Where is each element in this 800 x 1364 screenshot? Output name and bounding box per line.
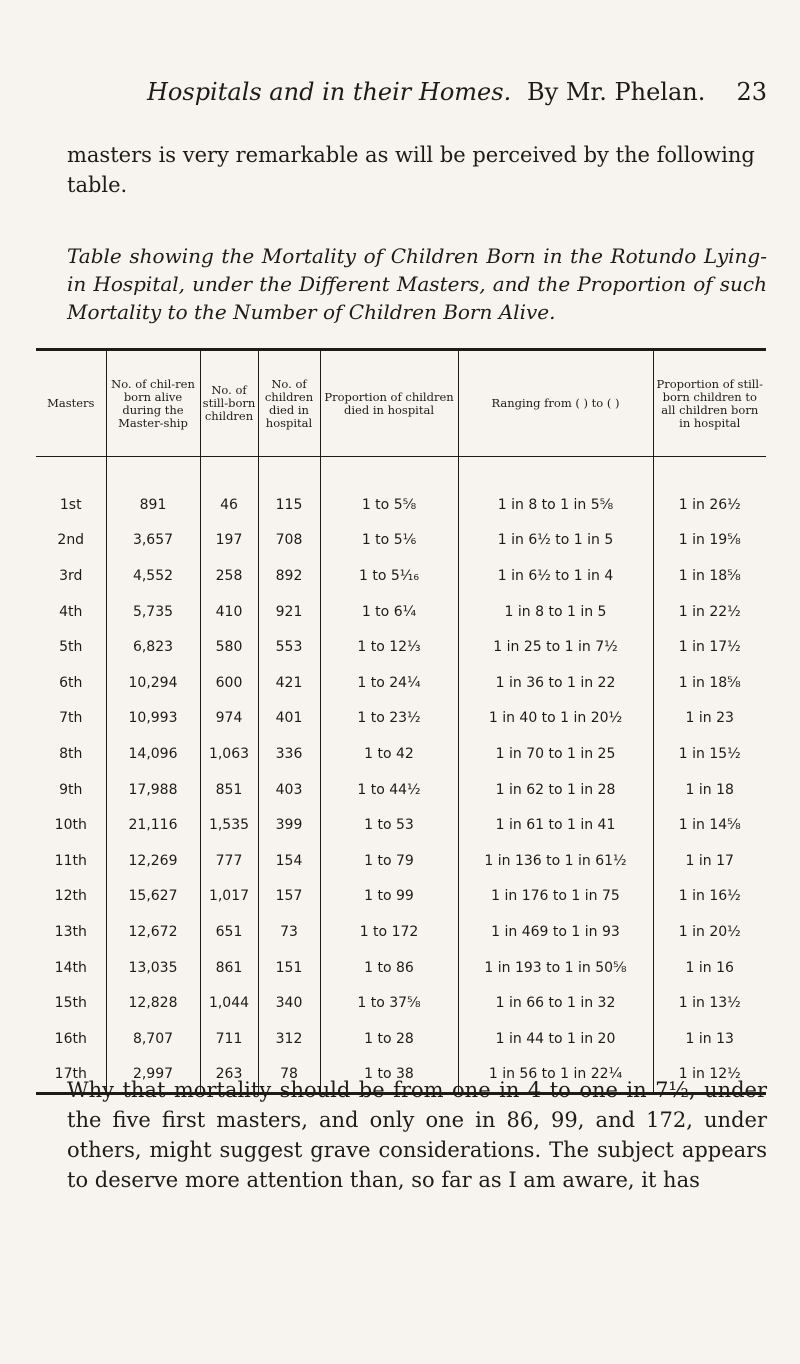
table-row <box>36 950 766 986</box>
master-cell: 11th <box>54 852 87 869</box>
table-row <box>36 558 766 594</box>
born-alive-cell: 14,096 <box>106 736 200 772</box>
proportion-cell: 1 to 5¹⁄₁₆ <box>320 558 458 594</box>
died-cell: 312 <box>258 1021 320 1057</box>
range-cell: 1 in 61 to 1 in 41 <box>458 807 653 843</box>
proportion-cell: 1 to 172 <box>320 914 458 950</box>
born-alive-cell: 13,035 <box>106 950 200 986</box>
table-row <box>36 1021 766 1057</box>
died-cell: 336 <box>258 736 320 772</box>
born-alive-cell: 10,294 <box>106 665 200 701</box>
column-header: No. of chil-ren born alive during the Master-ship <box>106 350 200 457</box>
range-cell: 1 in 36 to 1 in 22 <box>458 665 653 701</box>
column-header: Ranging from ( ) to ( ) <box>458 350 653 457</box>
still-born-cell: 263 <box>200 1057 258 1094</box>
died-cell: 340 <box>258 985 320 1021</box>
table-row <box>36 772 766 808</box>
range-cell: 1 in 44 to 1 in 20 <box>458 1021 653 1057</box>
table-row <box>36 843 766 879</box>
still-born-cell: 1,017 <box>200 879 258 915</box>
table-spacer-row <box>36 457 766 488</box>
master-cell: 3rd <box>59 567 83 584</box>
still-born-proportion-cell: 1 in 12½ <box>653 1057 766 1094</box>
died-cell: 78 <box>258 1057 320 1094</box>
still-born-cell: 777 <box>200 843 258 879</box>
born-alive-cell: 17,988 <box>106 772 200 808</box>
died-cell: 399 <box>258 807 320 843</box>
died-cell: 151 <box>258 950 320 986</box>
column-header: Proportion of still-born children to all children born in hospital <box>653 350 766 457</box>
range-cell: 1 in 70 to 1 in 25 <box>458 736 653 772</box>
running-header <box>147 78 767 118</box>
still-born-proportion-cell: 1 in 13½ <box>653 985 766 1021</box>
still-born-proportion-cell: 1 in 26½ <box>653 487 766 523</box>
master-cell: 17th <box>54 1066 87 1083</box>
proportion-cell: 1 to 99 <box>320 879 458 915</box>
died-cell: 421 <box>258 665 320 701</box>
still-born-cell: 258 <box>200 558 258 594</box>
master-cell: 1st <box>59 496 82 513</box>
range-cell: 1 in 25 to 1 in 7½ <box>458 629 653 665</box>
still-born-cell: 410 <box>200 594 258 630</box>
range-cell: 1 in 62 to 1 in 28 <box>458 772 653 808</box>
born-alive-cell: 12,672 <box>106 914 200 950</box>
column-header: No. of children died in hospital <box>258 350 320 457</box>
still-born-proportion-cell: 1 in 18⅝ <box>653 558 766 594</box>
master-cell: 10th <box>54 817 87 834</box>
born-alive-cell: 2,997 <box>106 1057 200 1094</box>
died-cell: 115 <box>258 487 320 523</box>
table-row <box>36 879 766 915</box>
table-body <box>36 457 766 1094</box>
still-born-proportion-cell: 1 in 13 <box>653 1021 766 1057</box>
born-alive-cell: 15,627 <box>106 879 200 915</box>
still-born-cell: 1,535 <box>200 807 258 843</box>
table-row <box>36 487 766 523</box>
master-cell: 12th <box>54 888 87 905</box>
table-row <box>36 985 766 1021</box>
still-born-cell: 851 <box>200 772 258 808</box>
master-cell: 13th <box>54 923 87 940</box>
born-alive-cell: 891 <box>106 487 200 523</box>
master-cell: 15th <box>54 995 87 1012</box>
still-born-cell: 580 <box>200 629 258 665</box>
range-cell: 1 in 6½ to 1 in 5 <box>458 523 653 559</box>
died-cell: 892 <box>258 558 320 594</box>
proportion-cell: 1 to 5⅝ <box>320 487 458 523</box>
born-alive-cell: 6,823 <box>106 629 200 665</box>
mortality-table <box>36 348 766 1095</box>
still-born-proportion-cell: 1 in 22½ <box>653 594 766 630</box>
table-row <box>36 523 766 559</box>
born-alive-cell: 3,657 <box>106 523 200 559</box>
proportion-cell: 1 to 38 <box>320 1057 458 1094</box>
proportion-cell: 1 to 79 <box>320 843 458 879</box>
table-row <box>36 629 766 665</box>
range-cell: 1 in 66 to 1 in 32 <box>458 985 653 1021</box>
still-born-proportion-cell: 1 in 14⅝ <box>653 807 766 843</box>
column-header: Masters <box>36 350 106 457</box>
still-born-proportion-cell: 1 in 15½ <box>653 736 766 772</box>
proportion-cell: 1 to 37⅝ <box>320 985 458 1021</box>
born-alive-cell: 8,707 <box>106 1021 200 1057</box>
range-cell: 1 in 6½ to 1 in 4 <box>458 558 653 594</box>
still-born-cell: 711 <box>200 1021 258 1057</box>
proportion-cell: 1 to 53 <box>320 807 458 843</box>
still-born-proportion-cell: 1 in 16 <box>653 950 766 986</box>
proportion-cell: 1 to 86 <box>320 950 458 986</box>
intro-paragraph: masters is very remarkable as will be perceived by the following table. <box>67 143 755 197</box>
closing-paragraph: Why that mortality should be from one in 4 to one in 7½, under the five first masters, and only one in 86, 99, and 172, under others, might suggest grave considerations. The subject appears to deserve more attention than, so far as I am aware, it has <box>67 1078 767 1192</box>
master-cell: 9th <box>59 781 83 798</box>
died-cell: 403 <box>258 772 320 808</box>
still-born-cell: 651 <box>200 914 258 950</box>
running-title: Hospitals and in their Homes. <box>147 78 512 106</box>
born-alive-cell: 4,552 <box>106 558 200 594</box>
still-born-proportion-cell: 1 in 17 <box>653 843 766 879</box>
range-cell: 1 in 56 to 1 in 22¼ <box>458 1057 653 1094</box>
master-cell: 8th <box>59 745 83 762</box>
born-alive-cell: 5,735 <box>106 594 200 630</box>
still-born-cell: 974 <box>200 701 258 737</box>
table-row <box>36 807 766 843</box>
range-cell: 1 in 176 to 1 in 75 <box>458 879 653 915</box>
page-number: 23 <box>736 78 767 106</box>
died-cell: 154 <box>258 843 320 879</box>
table-header-row <box>36 350 766 457</box>
still-born-cell: 1,063 <box>200 736 258 772</box>
still-born-proportion-cell: 1 in 18⅝ <box>653 665 766 701</box>
proportion-cell: 1 to 28 <box>320 1021 458 1057</box>
proportion-cell: 1 to 12⅓ <box>320 629 458 665</box>
proportion-cell: 1 to 44½ <box>320 772 458 808</box>
died-cell: 553 <box>258 629 320 665</box>
range-cell: 1 in 8 to 1 in 5 <box>458 594 653 630</box>
table-row <box>36 701 766 737</box>
died-cell: 921 <box>258 594 320 630</box>
died-cell: 73 <box>258 914 320 950</box>
still-born-cell: 861 <box>200 950 258 986</box>
master-cell: 5th <box>59 639 83 656</box>
still-born-proportion-cell: 1 in 20½ <box>653 914 766 950</box>
died-cell: 401 <box>258 701 320 737</box>
proportion-cell: 1 to 42 <box>320 736 458 772</box>
column-header: Proportion of children died in hospital <box>320 350 458 457</box>
range-cell: 1 in 136 to 1 in 61½ <box>458 843 653 879</box>
proportion-cell: 1 to 5⅙ <box>320 523 458 559</box>
still-born-cell: 1,044 <box>200 985 258 1021</box>
proportion-cell: 1 to 23½ <box>320 701 458 737</box>
range-cell: 1 in 469 to 1 in 93 <box>458 914 653 950</box>
proportion-cell: 1 to 6¼ <box>320 594 458 630</box>
master-cell: 16th <box>54 1030 87 1047</box>
died-cell: 157 <box>258 879 320 915</box>
born-alive-cell: 12,269 <box>106 843 200 879</box>
table-row <box>36 736 766 772</box>
master-cell: 7th <box>59 710 83 727</box>
table-row <box>36 914 766 950</box>
still-born-cell: 600 <box>200 665 258 701</box>
died-cell: 708 <box>258 523 320 559</box>
table-caption: Table showing the Mortality of Children Born in the Rotundo Lying-in Hospital, under the Different Masters, and the Proportion of such Mortality to the Number of Children Born Alive. <box>67 244 767 324</box>
still-born-proportion-cell: 1 in 16½ <box>653 879 766 915</box>
master-cell: 14th <box>54 959 87 976</box>
master-cell: 4th <box>59 603 83 620</box>
master-cell: 2nd <box>57 532 85 549</box>
still-born-proportion-cell: 1 in 17½ <box>653 629 766 665</box>
still-born-proportion-cell: 1 in 23 <box>653 701 766 737</box>
range-cell: 1 in 193 to 1 in 50⅝ <box>458 950 653 986</box>
table-row <box>36 665 766 701</box>
master-cell: 6th <box>59 674 83 691</box>
still-born-cell: 46 <box>200 487 258 523</box>
table-row <box>36 594 766 630</box>
born-alive-cell: 12,828 <box>106 985 200 1021</box>
born-alive-cell: 21,116 <box>106 807 200 843</box>
born-alive-cell: 10,993 <box>106 701 200 737</box>
author-byline: By Mr. Phelan. <box>527 78 706 106</box>
range-cell: 1 in 8 to 1 in 5⅝ <box>458 487 653 523</box>
column-header: No. of still-born children <box>200 350 258 457</box>
proportion-cell: 1 to 24¼ <box>320 665 458 701</box>
still-born-proportion-cell: 1 in 18 <box>653 772 766 808</box>
still-born-cell: 197 <box>200 523 258 559</box>
still-born-proportion-cell: 1 in 19⅝ <box>653 523 766 559</box>
range-cell: 1 in 40 to 1 in 20½ <box>458 701 653 737</box>
